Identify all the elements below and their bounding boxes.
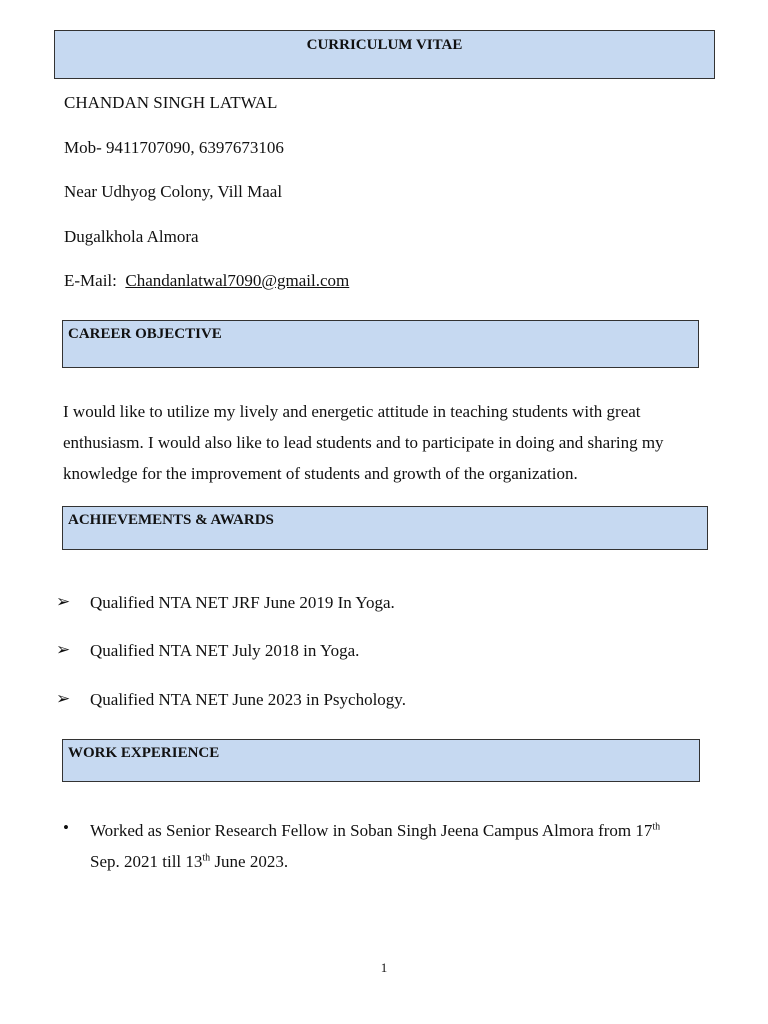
career-objective-heading: CAREER OBJECTIVE — [68, 326, 222, 342]
career-objective-heading-box — [62, 320, 699, 368]
achievements-heading: ACHIEVEMENTS & AWARDS — [68, 512, 274, 528]
cv-title-box — [54, 30, 715, 79]
achievement-item: Qualified NTA NET June 2023 in Psychology. — [90, 690, 406, 709]
email-label: E-Mail: — [64, 271, 117, 290]
work-text-part-3: June 2023. — [210, 852, 289, 871]
career-objective-text: I would like to utilize my lively and energetic attitude in teaching students with great enthusiasm. I would also like to lead students and to participate in doing and sharing my knowledge for the improvement of students and growth of the organization. — [63, 402, 664, 483]
candidate-name: CHANDAN SINGH LATWAL — [64, 93, 278, 112]
arrow-bullet-icon: ➢ — [56, 592, 71, 611]
page-number: 1 — [380, 960, 388, 975]
arrow-bullet-icon: ➢ — [56, 640, 71, 659]
address-line-1: Near Udhyog Colony, Vill Maal — [64, 182, 283, 201]
mobile-numbers: Mob- 9411707090, 6397673106 — [64, 138, 284, 157]
work-experience-heading-box — [62, 739, 700, 782]
arrow-bullet-icon: ➢ — [56, 689, 71, 708]
work-experience-item — [90, 815, 710, 877]
achievement-item: Qualified NTA NET July 2018 in Yoga. — [90, 641, 360, 660]
ordinal-suffix: th — [202, 852, 211, 864]
email-link[interactable]: Chandanlatwal7090@gmail.com — [125, 271, 350, 290]
cv-title: CURRICULUM VITAE — [306, 37, 463, 53]
address-line-2: Dugalkhola Almora — [64, 227, 199, 246]
achievement-item: Qualified NTA NET JRF June 2019 In Yoga. — [90, 593, 395, 612]
bullet-dot-icon: • — [63, 818, 69, 837]
work-experience-heading: WORK EXPERIENCE — [68, 745, 220, 761]
work-text-part-2: Sep. 2021 till 13 — [90, 852, 203, 871]
achievements-heading-box — [62, 506, 708, 550]
email-row — [64, 271, 349, 291]
ordinal-suffix: th — [652, 821, 661, 833]
work-text-part-1: Worked as Senior Research Fellow in Soban Singh Jeena Campus Almora from 17 — [90, 821, 653, 840]
